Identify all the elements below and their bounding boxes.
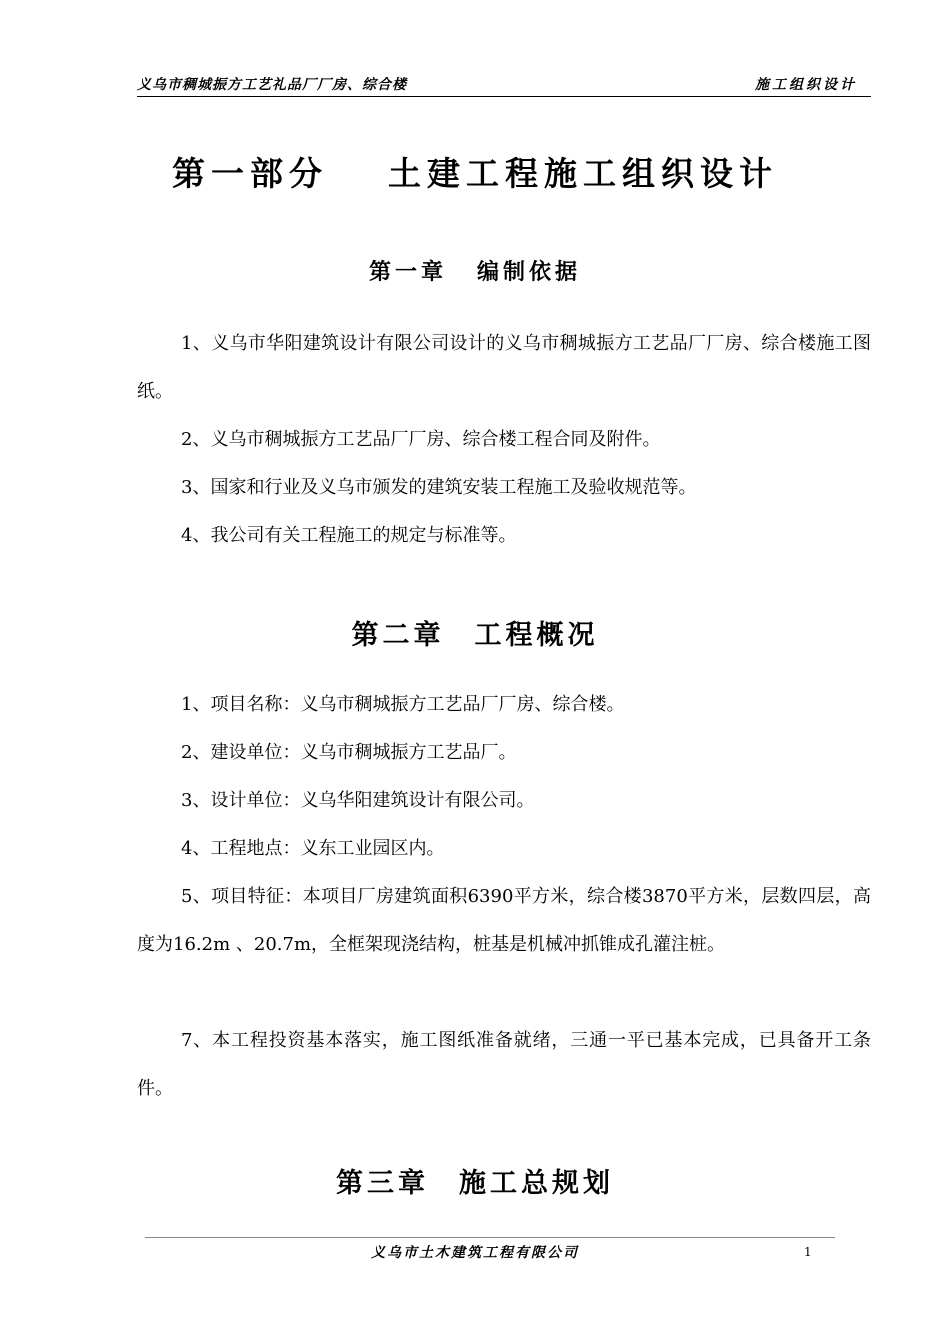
header-document-type: 施工组织设计 bbox=[755, 77, 857, 93]
chapter-2-title bbox=[0, 613, 950, 652]
footer-company-name: 义乌市土木建筑工程有限公司 bbox=[371, 1245, 579, 1261]
page-number: 1 bbox=[804, 1245, 812, 1259]
chapter-3-heading: 施工总规划 bbox=[459, 1168, 614, 1199]
chapter-2-number: 第二章 bbox=[351, 620, 445, 651]
part-heading: 土建工程施工组织设计 bbox=[388, 154, 778, 193]
chapter-2-item-3: 3、设计单位：义乌华阳建筑设计有限公司。 bbox=[181, 790, 535, 811]
running-header bbox=[137, 72, 871, 97]
chapter-1-item-2: 2、义乌市稠城振方工艺品厂厂房、综合楼工程合同及附件。 bbox=[181, 429, 661, 450]
part-number: 第一部分 bbox=[172, 154, 328, 193]
chapter-1-heading: 编制依据 bbox=[477, 260, 582, 285]
chapter-3-number: 第三章 bbox=[336, 1168, 429, 1199]
footer-divider bbox=[145, 1237, 835, 1238]
chapter-2-item-4: 4、工程地点：义东工业园区内。 bbox=[181, 838, 445, 859]
chapter-1-item-4: 4、我公司有关工程施工的规定与标准等。 bbox=[181, 525, 517, 546]
chapter-2-item-7: 7、本工程投资基本落实，施工图纸准备就绪，三通一平已基本完成，已具备开工条件。 bbox=[137, 1030, 871, 1099]
part-title bbox=[0, 148, 950, 195]
chapter-1-item-1: 1、义乌市华阳建筑设计有限公司设计的义乌市稠城振方工艺品厂厂房、综合楼施工图纸。 bbox=[137, 333, 871, 402]
chapter-2-item-5: 5、项目特征：本项目厂房建筑面积6390平方米，综合楼3870平方米，层数四层，高度为16.2m 、20.7m，全框架现浇结构，桩基是机械冲抓锥成孔灌注桩。 bbox=[137, 886, 871, 955]
chapter-1-number: 第一章 bbox=[368, 260, 447, 285]
header-project-name: 义乌市稠城振方工艺礼品厂厂房、综合楼 bbox=[137, 77, 407, 93]
chapter-3-title bbox=[0, 1161, 950, 1200]
chapter-2-item-2: 2、建设单位：义乌市稠城振方工艺品厂。 bbox=[181, 742, 517, 763]
chapter-2-heading: 工程概况 bbox=[474, 620, 599, 651]
chapter-1-item-3: 3、国家和行业及义乌市颁发的建筑安装工程施工及验收规范等。 bbox=[181, 477, 697, 498]
chapter-1-title bbox=[0, 255, 950, 286]
chapter-2-item-1: 1、项目名称：义乌市稠城振方工艺品厂厂房、综合楼。 bbox=[181, 694, 625, 715]
